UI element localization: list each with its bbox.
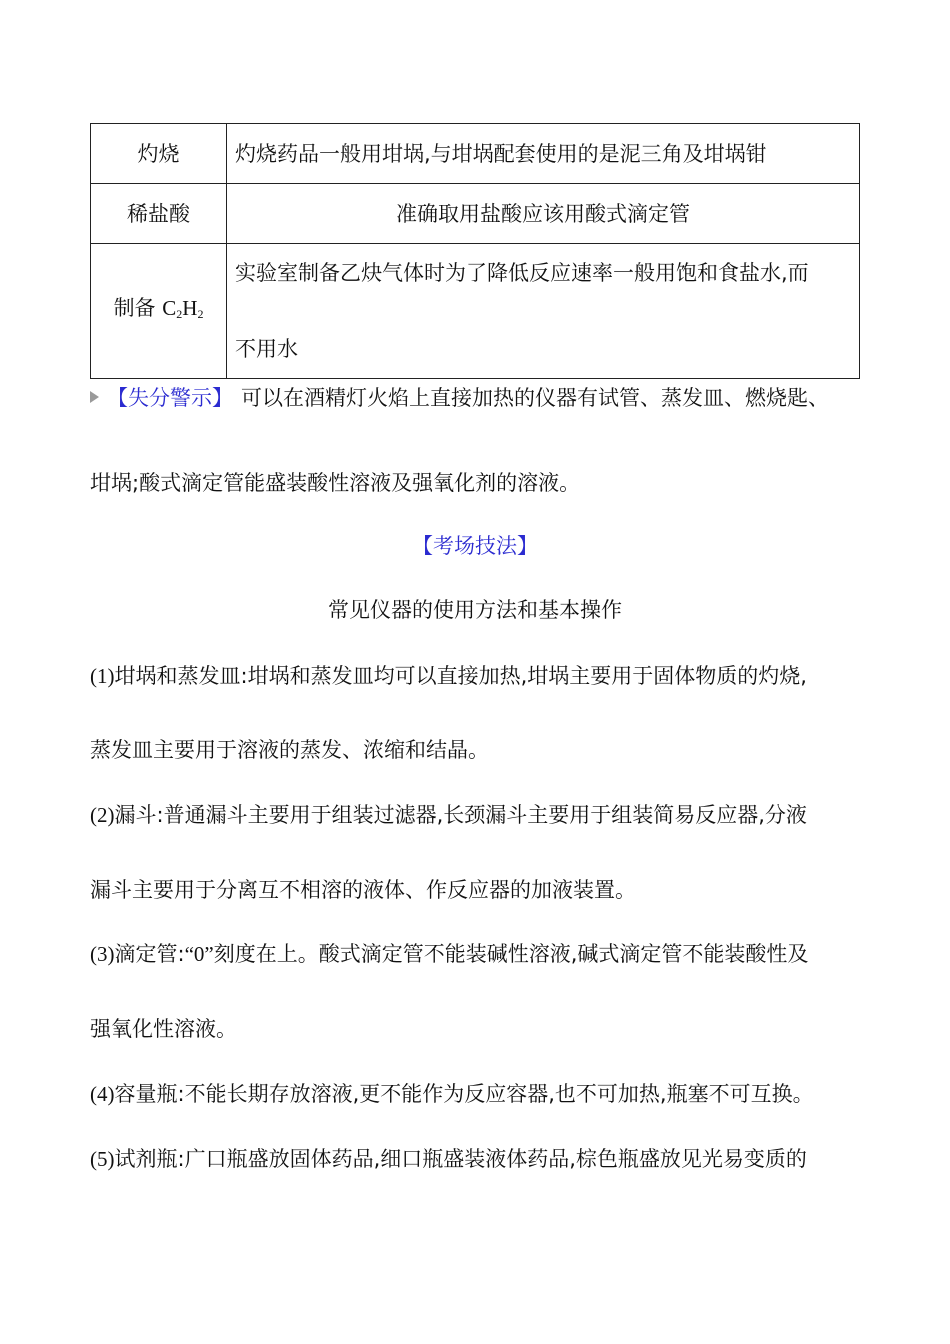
item-number: (1) [90, 664, 115, 688]
item-number: (2) [90, 803, 115, 827]
table-row [91, 124, 860, 184]
warning-text-continued: 坩埚;酸式滴定管能盛装酸性溶液及强氧化剂的溶液。 [90, 471, 581, 495]
item-number: (5) [90, 1147, 115, 1171]
list-item [90, 940, 808, 968]
item-quote: “0” [184, 942, 214, 966]
triangle-bullet-icon [90, 391, 99, 403]
table-value-cell: 准确取用盐酸应该用酸式滴定管 [227, 184, 860, 244]
formula-element: C [162, 296, 177, 320]
chemical-formula [162, 296, 203, 320]
warning-text: 可以在酒精灯火焰上直接加热的仪器有试管、蒸发皿、燃烧匙、 [241, 386, 829, 410]
item-text: 刻度在上。酸式滴定管不能装碱性溶液,碱式滴定管不能装酸性及 [213, 942, 809, 966]
table-row [91, 244, 860, 379]
item-number: (3) [90, 942, 115, 966]
item-text: 坩埚和蒸发皿:坩埚和蒸发皿均可以直接加热,坩埚主要用于固体物质的灼烧, [114, 664, 807, 688]
formula-subscript: 2 [197, 307, 204, 321]
key-prefix: 制备 [113, 296, 163, 320]
section-heading: 【考场技法】 [412, 534, 538, 558]
section-subheading: 常见仪器的使用方法和基本操作 [328, 598, 622, 622]
list-item [90, 662, 807, 690]
list-item [90, 801, 807, 829]
list-item-continued: 蒸发皿主要用于溶液的蒸发、浓缩和结晶。 [90, 738, 489, 762]
item-text: 试剂瓶:广口瓶盛放固体药品,细口瓶盛装液体药品,棕色瓶盛放见光易变质的 [114, 1147, 807, 1171]
item-text: 容量瓶:不能长期存放溶液,更不能作为反应容器,也不可加热,瓶塞不可互换。 [114, 1082, 814, 1106]
list-item [90, 1080, 814, 1108]
table-row [91, 184, 860, 244]
warning-tag: 【失分警示】 [107, 386, 233, 410]
formula-element: H [182, 296, 198, 320]
table-value-line: 实验室制备乙炔气体时为了降低反应速率一般用饱和食盐水,而 [235, 261, 809, 285]
table-key-cell [91, 244, 227, 379]
table-value-line: 不用水 [235, 337, 298, 361]
table-value-cell: 灼烧药品一般用坩埚,与坩埚配套使用的是泥三角及坩埚钳 [227, 124, 860, 184]
list-item [90, 1145, 807, 1173]
item-number: (4) [90, 1082, 115, 1106]
table-key-cell: 稀盐酸 [91, 184, 227, 244]
table-value-cell [227, 244, 860, 379]
list-item-continued: 强氧化性溶液。 [90, 1017, 237, 1041]
item-text: 滴定管: [114, 942, 185, 966]
instrument-table [90, 123, 860, 379]
formula-subscript: 2 [176, 307, 183, 321]
item-text: 漏斗:普通漏斗主要用于组装过滤器,长颈漏斗主要用于组装简易反应器,分液 [114, 803, 807, 827]
warning-line [90, 384, 829, 412]
table-key-cell: 灼烧 [91, 124, 227, 184]
list-item-continued: 漏斗主要用于分离互不相溶的液体、作反应器的加液装置。 [90, 878, 636, 902]
